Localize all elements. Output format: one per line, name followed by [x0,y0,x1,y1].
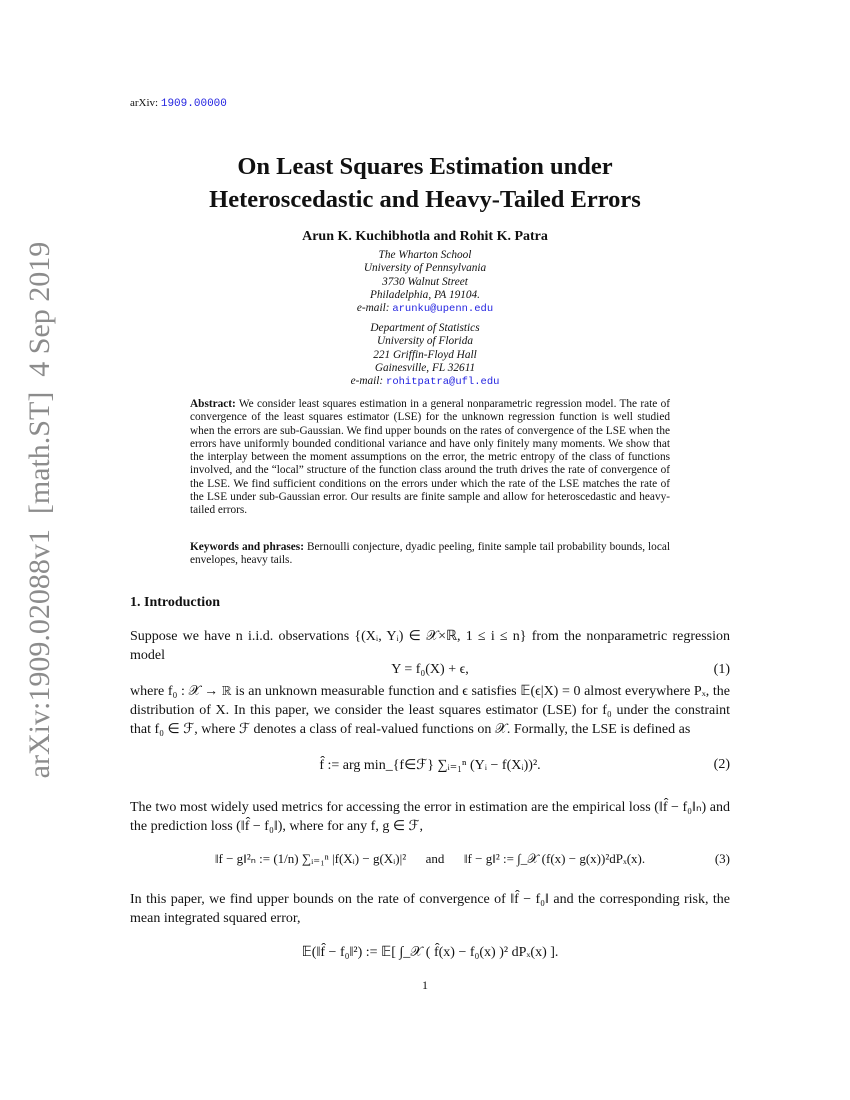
arxiv-side-stamp: arXiv:1909.02088v1 [math.ST] 4 Sep 2019 [23,241,56,779]
keywords-text: Bernoulli conjecture, dyadic peeling, finite sample tail probability bounds, local envelopes, heavy tails. [190,541,671,567]
equation-number: (1) [713,662,730,677]
email-link[interactable]: arunku@upenn.edu [392,303,494,316]
equation-text: f̂ := arg min_{f∈ℱ} ∑ᵢ₌₁ⁿ (Yᵢ − f(Xᵢ))². [319,758,541,773]
arxiv-label: arXiv: [130,97,159,109]
paragraph: Suppose we have n i.i.d. observations {(Xᵢ, Yᵢ) ∈ 𝒳×ℝ, 1 ≤ i ≤ n} from the nonparametric regression model [130,629,730,663]
affiliation-line: University of Pennsylvania [363,262,487,275]
affiliation-1 [0,249,850,316]
affiliation-line: Gainesville, FL 32611 [374,361,476,374]
affiliation-line: Department of Statistics [370,322,480,334]
email-label: e-mail: [356,302,390,315]
equation-number: (3) [714,851,730,866]
equation-1 [130,662,730,678]
keywords-label: Keywords and phrases: [190,541,304,553]
section-heading: 1. Introduction [130,595,220,610]
keywords [190,541,670,568]
paragraph: where f₀ : 𝒳 → ℝ is an unknown measurable function and ϵ satisfies 𝔼(ϵ|X) = 0 almost everywhere Pₓ, the distribution of X. In this paper, we consider the least squares estimator (LSE) for f₀ under the constraint that f₀ ∈ ℱ, where ℱ denotes a class of real-valued functions on 𝒳. Formally, the LSE is defined as [130,684,730,737]
equation-text: 𝔼(‖f̂ − f₀‖²) := 𝔼[ ∫_𝒳 ( f̂(x) − f₀(x) )² dPₓ(x) ]. [301,945,559,960]
affiliation-line: 221 Griffin-Floyd Hall [373,348,477,361]
title-line-2: Heteroscedastic and Heavy-Tailed Errors [209,186,641,213]
affiliation-2 [0,322,850,389]
arxiv-id-link[interactable]: 1909.00000 [160,98,227,110]
affiliation-line: University of Florida [376,335,473,348]
email-link[interactable]: rohitpatra@ufl.edu [386,376,500,389]
equation-number: (2) [713,757,730,772]
email-label: e-mail: [350,375,384,388]
paragraph: In this paper, we find upper bounds on the rate of convergence of ‖f̂ − f₀‖ and the corresponding risk, the mean integrated squared error, [130,892,730,926]
arxiv-identifier [130,97,227,110]
paragraph: The two most widely used metrics for accessing the error in estimation are the empirical loss (‖f̂ − f₀‖ₙ) and the prediction loss (‖f̂ − f₀‖), where for any f, g ∈ ℱ, [130,800,730,834]
authors: Arun K. Kuchibhotla and Rohit K. Patra [302,229,548,244]
equation-text: Y = f₀(X) + ϵ, [391,662,469,677]
abstract-text: We consider least squares estimation in a general nonparametric regression model. The rate of convergence of the least squares estimator (LSE) for the unknown regression function is well studied when the errors are sub-Gaussian. We find upper bounds on the rates of convergence of the LSE when the errors have uniformly bounded conditional variance and have only finitely many moments. We show that the interplay between the moment assumptions on the error, the metric entropy of the class of functions involved, and the “local” structure of the function class around the truth drives the rate of convergence of the LSE. We find sufficient conditions on the errors under which the rate of the LSE matches the rate of the LSE under sub-Gaussian error. Our results are finite sample and allow for heteroscedastic and heavy-tailed errors. [190,398,671,517]
equation-3 [130,851,730,867]
abstract-label: Abstract: [190,398,236,410]
equation-text: ‖f − g‖²ₙ := (1/n) ∑ᵢ₌₁ⁿ |f(Xᵢ) − g(Xᵢ)|² and ‖f − g‖² := ∫_𝒳 (f(x) − g(x))²dPₓ(x). [214,851,646,866]
title-line-1: On Least Squares Estimation under [237,153,613,180]
equation-2 [130,757,730,774]
paper-title [0,150,850,216]
affiliation-line: Philadelphia, PA 19104. [369,288,481,301]
equation-4 [130,944,730,961]
abstract [190,398,670,518]
page-number: 1 [422,978,428,992]
affiliation-line: 3730 Walnut Street [382,275,468,288]
affiliation-line: The Wharton School [378,249,472,261]
